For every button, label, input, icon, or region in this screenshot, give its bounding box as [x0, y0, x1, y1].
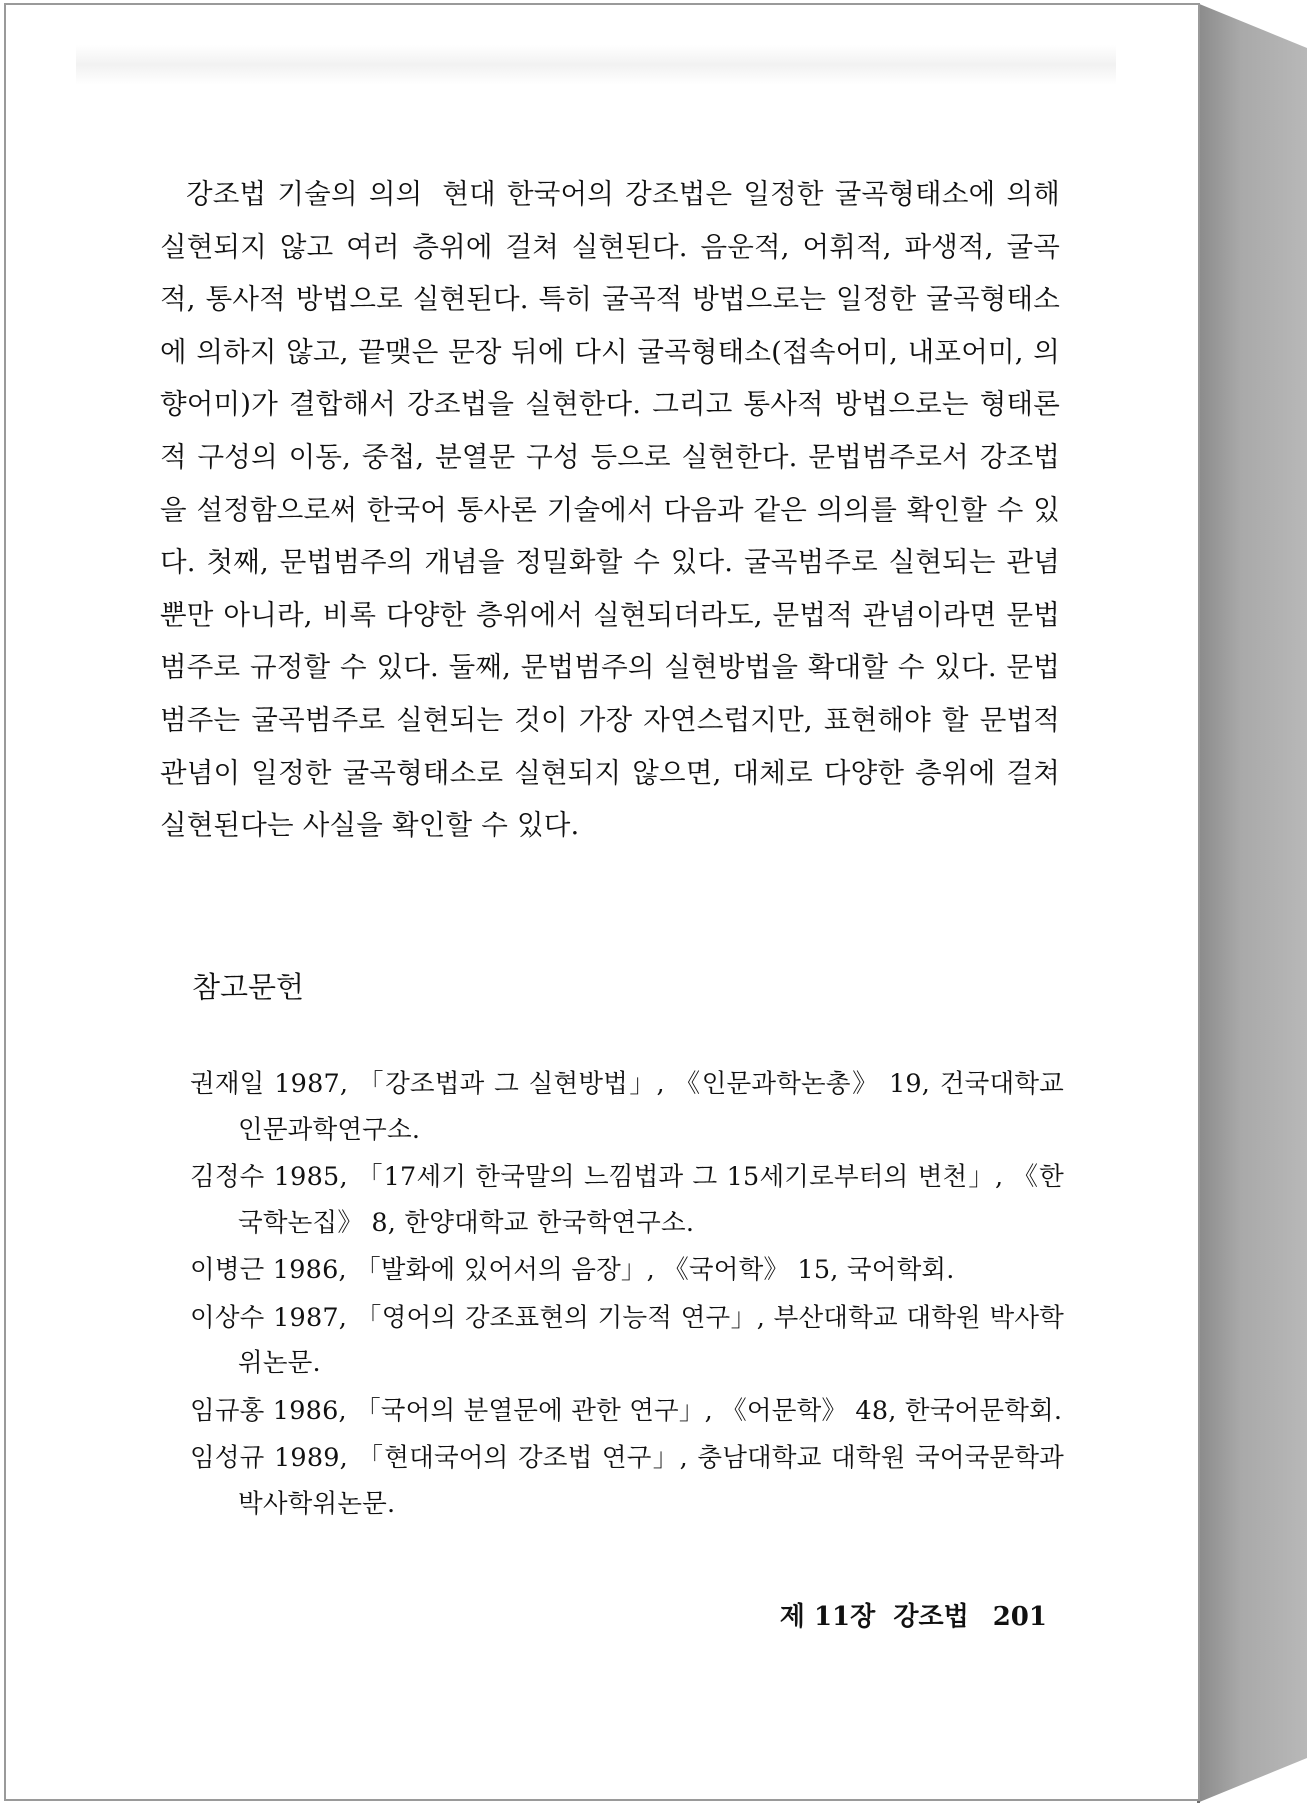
scan-band — [76, 45, 1116, 85]
reference-item: 권재일 1987, 「강조법과 그 실현방법」, 《인문과학논총》 19, 건국대학교 인문과학연구소. — [190, 1069, 1064, 1145]
section-heading: 강조법 기술의 의의 — [186, 178, 423, 210]
running-footer — [780, 1596, 1047, 1633]
reference-item: 이병근 1986, 「발화에 있어서의 음장」, 《국어학》 15, 국어학회. — [190, 1255, 955, 1285]
chapter-title: 제 11장 강조법 — [779, 1602, 969, 1632]
body-paragraph — [160, 168, 1060, 852]
body-text: 현대 한국어의 강조법은 일정한 굴곡형태소에 의해 실현되지 않고 여러 층위에 걸쳐 실현된다. 음운적, 어휘적, 파생적, 굴곡적, 통사적 방법으로 실현된다. 특히 굴곡적 방법으로는 일정한 굴곡형태소에 의하지 않고, 끝맺은 문장 뒤에 다시 굴곡형태소(접속어미, 내포어미, 의향어미)가 결합해서 강조법을 실현한다. 그리고 통사적 방법으로는 형태론적 구성의 이동, 중첩, 분열문 구성 등으로 실현한다. 문법범주로서 강조법을 설정함으로써 한국어 통사론 기술에서 다음과 같은 의의를 확인할 수 있다. 첫째, 문법범주의 개념을 정밀화할 수 있다. 굴곡범주로 실현되는 관념뿐만 아니라, 비록 다양한 층위에서 실현되더라도, 문법적 관념이라면 문법범주로 규정할 수 있다. 둘째, 문법범주의 실현방법을 확대할 수 있다. 문법범주는 굴곡범주로 실현되는 것이 가장 자연스럽지만, 표현해야 할 문법적 관념이 일정한 굴곡형태소로 실현되지 않으면, 대체로 다양한 층위에 걸쳐 실현된다는 사실을 확인할 수 있다. — [160, 178, 1060, 842]
reference-item: 임성규 1989, 「현대국어의 강조법 연구」, 충남대학교 대학원 국어국문학과 박사학위논문. — [190, 1443, 1064, 1519]
references-heading: 참고문헌 — [192, 970, 305, 1004]
references-list — [190, 1062, 1064, 1529]
book-side-edge — [1197, 3, 1307, 1803]
reference-item: 임규홍 1986, 「국어의 분열문에 관한 연구」, 《어문학》 48, 한국어문학회. — [190, 1395, 1063, 1426]
reference-item: 이상수 1987, 「영어의 강조표현의 기능적 연구」, 부산대학교 대학원 박사학위논문. — [190, 1302, 1064, 1378]
reference-item: 김정수 1985, 「17세기 한국말의 느낌법과 그 15세기로부터의 변천」, 《한국학논집》 8, 한양대학교 한국학연구소. — [190, 1162, 1064, 1238]
page-number: 201 — [992, 1602, 1047, 1632]
